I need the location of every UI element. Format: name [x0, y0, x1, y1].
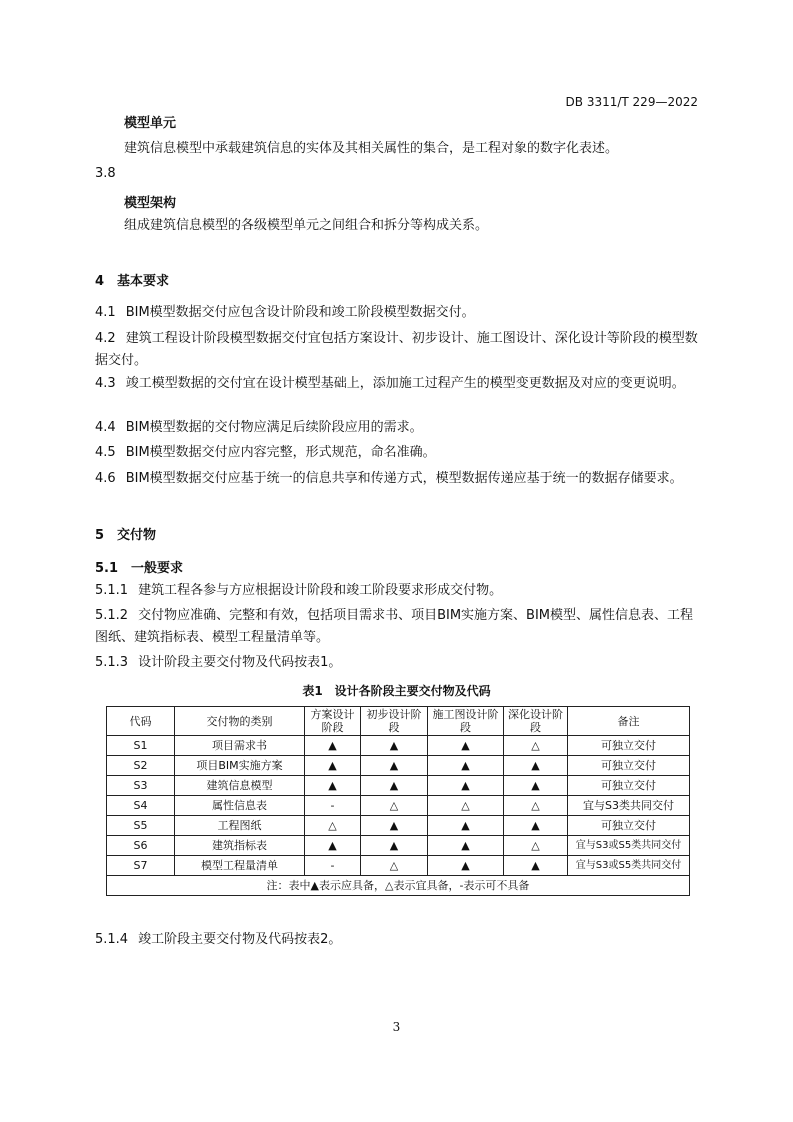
table-cell: 宜与S3类共同交付 [568, 796, 690, 816]
clause-text: BIM模型数据交付应内容完整，形式规范，命名准确。 [125, 445, 436, 460]
section-5-1-heading: 5.1 一般要求 [95, 561, 184, 576]
term-model-unit: 模型单元 [124, 116, 177, 131]
clause-4-2 [95, 328, 700, 372]
table-cell: ▲ [361, 736, 428, 756]
clause-number-3-8: 3.8 [95, 166, 116, 181]
table-row [107, 816, 690, 836]
table-cell: S1 [107, 736, 175, 756]
table-cell: ▲ [428, 856, 504, 876]
clause-number: 5.1.2 [95, 608, 129, 623]
clause-number: 5.1.1 [95, 583, 129, 598]
table-cell: 可独立交付 [568, 816, 690, 836]
table-cell: 属性信息表 [175, 796, 305, 816]
table-cell: 项目BIM实施方案 [175, 756, 305, 776]
clause-4-6 [95, 468, 700, 490]
clause-number: 5.1.4 [95, 932, 129, 947]
clause-text: 设计阶段主要交付物及代码按表1。 [138, 655, 342, 670]
term-model-architecture: 模型架构 [124, 196, 177, 211]
clause-text: 竣工阶段主要交付物及代码按表2。 [138, 932, 342, 947]
table-cell: ▲ [305, 776, 361, 796]
table-cell: ▲ [361, 776, 428, 796]
clause-number: 4.4 [95, 420, 116, 435]
table-cell: △ [504, 836, 568, 856]
clause-4-4 [95, 417, 423, 439]
table-cell: ▲ [305, 836, 361, 856]
clause-4-1 [95, 302, 475, 324]
clause-number: 4.6 [95, 471, 116, 486]
table-cell: 项目需求书 [175, 736, 305, 756]
page-number: 3 [392, 1020, 401, 1034]
clause-text: 建筑工程各参与方应根据设计阶段和竣工阶段要求形成交付物。 [138, 583, 503, 598]
header-cell: 代码 [107, 707, 175, 736]
clause-text: 交付物应准确、完整和有效，包括项目需求书、项目BIM实施方案、BIM模型、属性信息表、工程图纸、建筑指标表、模型工程量清单等。 [95, 608, 694, 645]
table-cell: ▲ [361, 756, 428, 776]
clause-text: BIM模型数据交付应包含设计阶段和竣工阶段模型数据交付。 [125, 305, 475, 320]
table-cell: S3 [107, 776, 175, 796]
table-cell: ▲ [504, 816, 568, 836]
header-cell: 方案设计阶段 [305, 707, 361, 736]
table-cell: 可独立交付 [568, 776, 690, 796]
table-cell: ▲ [361, 816, 428, 836]
table-cell: 可独立交付 [568, 756, 690, 776]
clause-4-5 [95, 442, 436, 464]
header-cell: 初步设计阶段 [361, 707, 428, 736]
table-cell: ▲ [428, 776, 504, 796]
document-code: DB 3311/T 229—2022 [565, 95, 698, 109]
table-row [107, 776, 690, 796]
table-cell: - [305, 796, 361, 816]
table-header-row [107, 707, 690, 736]
clause-5-1-2 [95, 605, 700, 649]
chapter-4-heading: 4 基本要求 [95, 274, 170, 289]
clause-5-1-1 [95, 580, 502, 602]
table-cell: S6 [107, 836, 175, 856]
table-cell: ▲ [305, 736, 361, 756]
def-model-architecture: 组成建筑信息模型的各级模型单元之间组合和拆分等构成关系。 [124, 218, 489, 233]
table-cell: ▲ [428, 816, 504, 836]
table-cell: ▲ [428, 736, 504, 756]
table-cell: S5 [107, 816, 175, 836]
table-row [107, 796, 690, 816]
table-cell: △ [504, 736, 568, 756]
clause-number: 4.2 [95, 331, 116, 346]
table-cell: ▲ [305, 756, 361, 776]
table-cell: S7 [107, 856, 175, 876]
table-cell: S4 [107, 796, 175, 816]
table-cell: ▲ [504, 776, 568, 796]
header-cell: 深化设计阶段 [504, 707, 568, 736]
header-cell: 交付物的类别 [175, 707, 305, 736]
table-cell: ▲ [428, 756, 504, 776]
clause-number: 4.5 [95, 445, 116, 460]
table-cell: △ [361, 796, 428, 816]
table-note-row [107, 876, 690, 896]
table-cell: △ [504, 796, 568, 816]
def-model-unit: 建筑信息模型中承载建筑信息的实体及其相关属性的集合，是工程对象的数字化表述。 [124, 141, 619, 156]
clause-number: 4.1 [95, 305, 116, 320]
table-row [107, 836, 690, 856]
table-cell: 模型工程量清单 [175, 856, 305, 876]
table-cell: △ [428, 796, 504, 816]
table-cell: ▲ [428, 836, 504, 856]
header-cell: 备注 [568, 707, 690, 736]
table-row [107, 856, 690, 876]
clause-4-3 [95, 373, 700, 395]
table-cell: ▲ [361, 836, 428, 856]
table-cell: ▲ [504, 856, 568, 876]
clause-5-1-3 [95, 652, 341, 674]
table-cell: 宜与S3或S5类共同交付 [568, 836, 690, 856]
table-cell: △ [361, 856, 428, 876]
table-cell: 建筑信息模型 [175, 776, 305, 796]
clause-text: BIM模型数据交付应基于统一的信息共享和传递方式，模型数据传递应基于统一的数据存储要求。 [125, 471, 683, 486]
table-cell: 建筑指标表 [175, 836, 305, 856]
table-cell: 可独立交付 [568, 736, 690, 756]
table-cell: 工程图纸 [175, 816, 305, 836]
table-row [107, 756, 690, 776]
table-cell: ▲ [504, 756, 568, 776]
clause-number: 5.1.3 [95, 655, 129, 670]
header-cell: 施工图设计阶段 [428, 707, 504, 736]
clause-5-1-4 [95, 929, 341, 951]
table-cell: S2 [107, 756, 175, 776]
clause-text: 建筑工程设计阶段模型数据交付宜包括方案设计、初步设计、施工图设计、深化设计等阶段的模型数据交付。 [95, 331, 698, 368]
table-row [107, 736, 690, 756]
clause-text: 竣工模型数据的交付宜在设计模型基础上，添加施工过程产生的模型变更数据及对应的变更说明。 [125, 376, 685, 391]
deliverables-table [106, 706, 690, 896]
table-cell: 宜与S3或S5类共同交付 [568, 856, 690, 876]
chapter-5-heading: 5 交付物 [95, 528, 157, 543]
clause-text: BIM模型数据的交付物应满足后续阶段应用的需求。 [125, 420, 423, 435]
table-cell: △ [305, 816, 361, 836]
table-caption: 表1 设计各阶段主要交付物及代码 [302, 684, 491, 698]
clause-number: 4.3 [95, 376, 116, 391]
table-note: 注：表中▲表示应具备，△表示宜具备，-表示可不具备 [107, 876, 690, 896]
table-cell: - [305, 856, 361, 876]
